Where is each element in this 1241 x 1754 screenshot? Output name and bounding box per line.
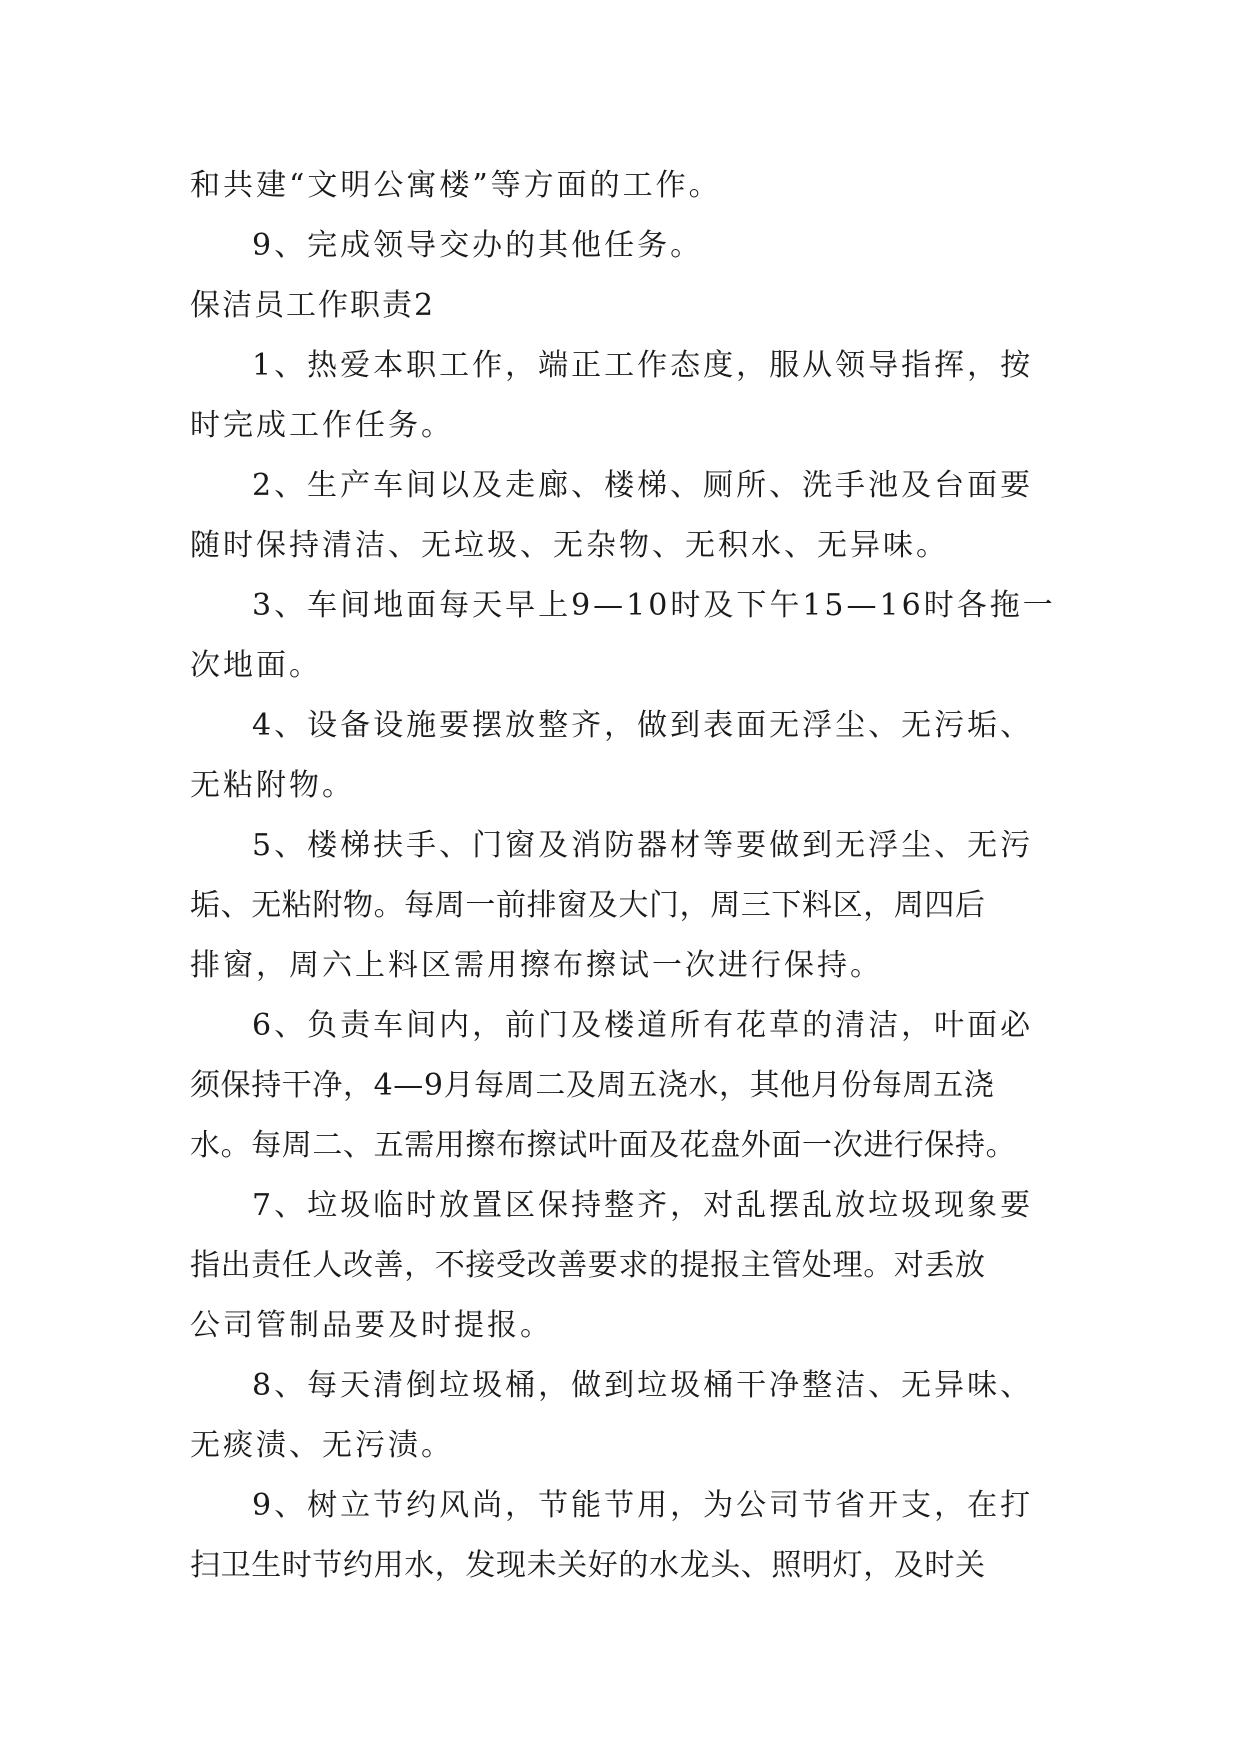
list-item-6-continued: 须保持干净，4—9月每周二及周五浇水，其他月份每周五浇 (190, 1068, 995, 1103)
list-item-7-continued: 公司管制品要及时提报。 (190, 1308, 553, 1343)
list-item-2: 2、生产车间以及走廊、楼梯、厕所、洗手池及台面要 (252, 468, 1034, 503)
list-item-4-continued: 无粘附物。 (190, 768, 355, 803)
section-heading: 保洁员工作职责2 (190, 288, 436, 323)
list-item-2-continued: 随时保持清洁、无垃圾、无杂物、无积水、无异味。 (190, 528, 949, 563)
list-item-6: 6、负责车间内，前门及楼道所有花草的清洁，叶面必 (252, 1008, 1034, 1043)
list-item-5: 5、楼梯扶手、门窗及消防器材等要做到无浮尘、无污 (252, 828, 1034, 863)
list-item-4: 4、设备设施要摆放整齐，做到表面无浮尘、无污垢、 (252, 708, 1034, 743)
list-item-3-continued: 次地面。 (190, 648, 322, 683)
list-item-9-continued: 扫卫生时节约用水，发现未关好的水龙头、照明灯，及时关 (190, 1548, 986, 1583)
list-item-5-continued: 垢、无粘附物。每周一前排窗及大门，周三下料区，周四后 (190, 888, 986, 923)
list-item-1-continued: 时完成工作任务。 (190, 408, 454, 443)
list-item-9: 9、树立节约风尚，节能节用，为公司节省开支，在打 (252, 1488, 1034, 1523)
body-line: 和共建“文明公寓楼”等方面的工作。 (190, 168, 722, 203)
list-item-6-continued: 水。每周二、五需用擦布擦试叶面及花盘外面一次进行保持。 (190, 1128, 1017, 1163)
list-item-5-continued: 排窗，周六上料区需用擦布擦试一次进行保持。 (190, 948, 883, 983)
list-item-8-continued: 无痰渍、无污渍。 (190, 1428, 454, 1463)
list-item-1: 1、热爱本职工作，端正工作态度，服从领导指挥，按 (252, 348, 1034, 383)
list-item-3: 3、车间地面每天早上9—10时及下午15—16时各拖一 (252, 588, 1056, 623)
document-body (190, 156, 1060, 1596)
list-item-7-continued: 指出责任人改善，不接受改善要求的提报主管处理。对丢放 (190, 1248, 986, 1283)
list-item-9-previous: 9、完成领导交办的其他任务。 (252, 228, 704, 263)
list-item-8: 8、每天清倒垃圾桶，做到垃圾桶干净整洁、无异味、 (252, 1368, 1034, 1403)
list-item-7: 7、垃圾临时放置区保持整齐，对乱摆乱放垃圾现象要 (252, 1188, 1034, 1223)
